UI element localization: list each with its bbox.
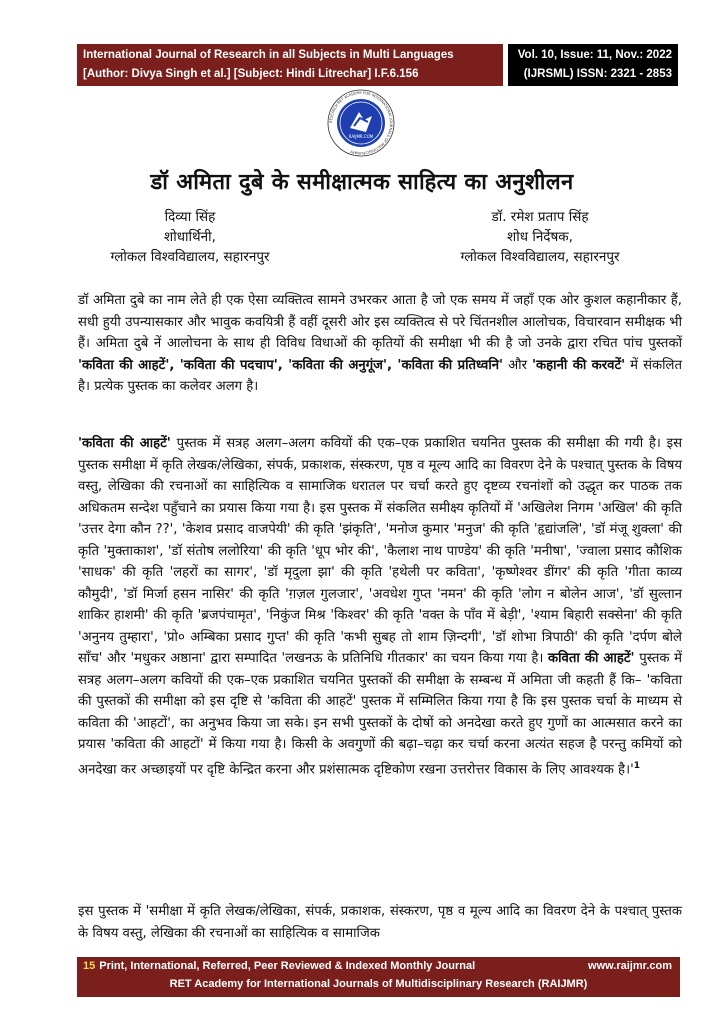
issn: (IJRSML) ISSN: 2321 - 2853 bbox=[523, 68, 672, 80]
footer-url-link[interactable]: www.raijmr.com bbox=[588, 960, 672, 972]
page-number: 15 bbox=[83, 960, 96, 972]
article-title: डॉ अमिता दुबे के समीक्षात्मक साहित्य का अनुशीलन bbox=[150, 170, 574, 195]
author-2-name: डॉ. रमेश प्रताप सिंह bbox=[491, 209, 589, 225]
logo-ring-text: RESEARCH RET ACADEMY FOR INTERNATIONAL JOURNALS OF MULTIDISCIPLINARY bbox=[328, 90, 394, 156]
journal-name: International Journal of Research in all Subjects in Multi Languages bbox=[83, 49, 454, 61]
author-1-name: दिव्या सिंह bbox=[164, 209, 216, 225]
footer-publisher: RET Academy for International Journals of Multidisciplinary Research (RAIJMR) bbox=[169, 978, 588, 990]
author-1-role: शोधार्थिनी, bbox=[164, 229, 216, 245]
footer-journal-type: Print, International, Referred, Peer Reviewed & Indexed Monthly Journal bbox=[99, 960, 476, 972]
footnote-marker[interactable]: 1 bbox=[633, 760, 640, 771]
paragraph-kavita-ki-aahten: 'कविता की आहटें' पुस्तक में सत्रह अलग–अलग कवियों की एक–एक प्रकाशित चयनित पुस्तक की समीक्षा की गयी है। इस पुस्तक समीक्षा में कृति लेखक/लेखिका, संपर्क, प्रकाशक, संस्करण, पृष्ठ व मूल्य आदि का विवरण देने के पश्चात् पुस्तक के विषय वस्तु, लेखिका की रचनाओं का साहित्यिक व सामाजिक धरातल पर चर्चा करते हुए दृष्टव्य रचनांशों को उद्धृत कर पाठक तक अधिकतम सन्देश पहुँचाने का प्रयास किया गया है। इस पुस्तक में संकलित समीक्ष्य कृतियों में 'अखिलेश निगम 'अखिल' की कृति 'उत्तर देगा कौन ??', 'केशव प्रसाद वाजपेयी' की कृति 'झंकृति', 'मनोज कुमार 'मनुज' की कृति 'हृद्यांजलि', 'डॉ मंजू शुक्ला' की कृति 'मुक्ताकाश', 'डॉ संतोष ललोरिया' की कृति 'धूप भोर की', 'कैलाश नाथ पाण्डेय' की कृति 'मनीषा', 'ज्वाला प्रसाद कौशिक 'साधक' की कृति 'लहरों का सागर', 'डॉ मृदुला झा' की कृति 'हथेली पर कविता', 'कृष्णेश्वर डींगर' की कृति 'गीता काव्य कौमुदी', 'डॉ मिर्जा हसन नासिर' की कृति 'ग़ज़ल गुलजार', 'अवधेश गुप्त 'नमन' की कृति 'लोग न बोलेन आज', 'डॉ सुल्तान शाकिर हाशमी' की कृति 'ब्रजपंचामृत', 'निकुंज मिश्र 'किश्वर' की कृति 'वक्त के पाँव में बेड़ी', 'श्याम बिहारी सक्सेना' की कृति 'अनुनय तुम्हारा', 'प्रो० अम्बिका प्रसाद गुप्त' की कृति 'कभी सुबह तो शाम ज़िन्दगी', 'डॉ शोभा त्रिपाठी' की कृति 'दर्पण बोले साँच' और 'मधुकर अष्ठाना' द्वारा सम्पादित 'लखनऊ के प्रतिनिधि गीतकार' का चयन किया गया है। कविता की आहटें' पुस्तक में सत्रह अलग–अलग कवियों की एक–एक प्रकाशित चयनित पुस्तकों की समीक्षा के सम्बन्ध में अमिता जी कहती हैं कि– 'कविता की पुस्तकों की समीक्षा को इस दृष्टि से 'कविता की आहटें' पुस्तक में सम्मिलित किया गया है कि इस पुस्तक चर्चा के माध्यम से कविता की 'आहटों', का अनुभव किया जा सके। इन सभी पुस्तकों के दोषों को अनदेखा करते हुए गुणों का आत्मसात करने का प्रयास 'कविता की आहटों' में किया गया है। किसी के अवगुणों की बढ़ा–चढ़ा कर चर्चा करना अत्यंत सहज है परन्तु कमियों को अनदेखा कर अच्छाइयों पर दृष्टि केन्द्रित करना और प्रशंसात्मक दृष्टिकोण रखना उत्तरोत्तर विकास के लिए आवश्यक $है।'^1$ bbox=[78, 436, 683, 777]
raijmr-seal-logo-icon bbox=[326, 88, 396, 158]
volume-issue: Vol. 10, Issue: 11, Nov.: 2022 bbox=[517, 49, 672, 61]
author-2 bbox=[410, 207, 670, 267]
issue-header bbox=[508, 44, 678, 86]
journal-footer bbox=[77, 957, 680, 997]
author-2-role: शोध निर्देषक, bbox=[507, 229, 573, 245]
author-2-affiliation: ग्लोकल विश्वविद्यालय, सहारनपुर bbox=[460, 249, 620, 265]
footer-line-1 bbox=[83, 960, 475, 972]
author-subject-line: [Author: Divya Singh et al.] [Subject: Hindi Litrechar] I.F.6.156 bbox=[83, 68, 419, 80]
paragraph-intro: डॉ अमिता दुबे का नाम लेते ही एक ऐसा व्यक्तित्व सामने उभरकर आता है जो एक समय में जहाँ एक ओर कुशल कहानीकार हैं, सधी हुयी उपन्यासकार और भावुक कवयित्री हैं वहीं दूसरी ओर इस व्यक्तित्व से परे चिंतनशील आलोचक, विचारवान समीक्षक भी हैं। अमिता दुबे नें आलोचना के साथ ही विविध विधाओं की कृतियों की समीक्षा भी की है जो उनके द्वारा रचित पांच पुस्तकों 'कविता की आहटें', 'कविता की पदचाप', 'कविता की अनुगूंज', 'कविता की प्रतिध्वनि' और 'कहानी की करवटें' में संकलित है। प्रत्येक पुस्तक का कलेवर अलग है। bbox=[78, 293, 682, 394]
journal-header bbox=[77, 44, 503, 86]
paragraph-continued: इस पुस्तक में 'समीक्षा में कृति लेखक/लेखिका, संपर्क, प्रकाशक, संस्करण, पृष्ठ व मूल्य आदि का विवरण देने के पश्चात् पुस्तक के विषय वस्तु, लेखिका की रचनाओं का साहित्यिक व सामाजिक bbox=[78, 904, 682, 941]
author-1-affiliation: ग्लोकल विश्वविद्यालय, सहारनपुर bbox=[110, 249, 270, 265]
logo-center-text: RAIJMR.COM bbox=[348, 134, 374, 139]
author-1 bbox=[90, 207, 290, 267]
